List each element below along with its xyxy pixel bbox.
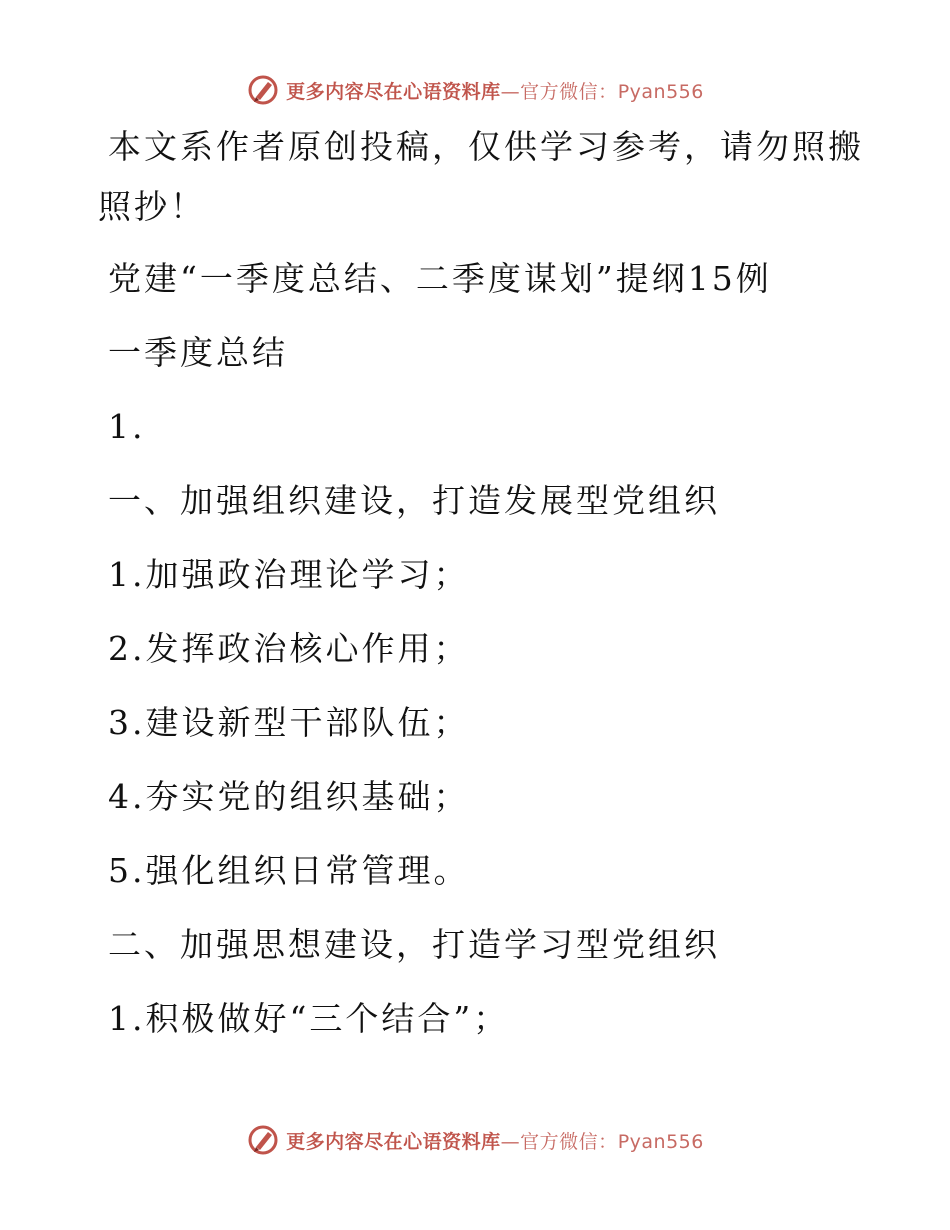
watermark-banner-bottom <box>0 1118 950 1162</box>
pen-logo-icon <box>246 1123 280 1157</box>
watermark-site-text: 更多内容尽在心语资料库 <box>286 1130 501 1153</box>
watermark-text <box>286 77 704 104</box>
doc-list-item: 1.积极做好“三个结合”； <box>108 999 510 1038</box>
pen-logo-icon <box>246 73 280 107</box>
watermark-wechat-label: 官方微信： <box>520 80 618 103</box>
doc-line-1: 本文系作者原创投稿，仅供学习参考，请勿照搬 <box>108 127 864 166</box>
doc-heading-2: 二、加强思想建设，打造学习型党组织 <box>108 925 720 964</box>
doc-title: 党建“一季度总结、二季度谋划”提纲15例 <box>108 259 772 298</box>
doc-line-2: 照抄！ <box>98 187 206 226</box>
watermark-site-text: 更多内容尽在心语资料库 <box>286 80 501 103</box>
doc-item-number: 1. <box>108 407 146 446</box>
doc-list-item: 1.加强政治理论学习； <box>108 555 470 594</box>
doc-list-item: 3.建设新型干部队伍； <box>108 703 470 742</box>
watermark-separator: — <box>500 80 521 103</box>
doc-list-item: 4.夯实党的组织基础； <box>108 777 470 816</box>
doc-list-item: 5.强化组织日常管理。 <box>108 851 470 890</box>
watermark-wechat-label: 官方微信： <box>520 1130 618 1153</box>
watermark-wechat-id: Pyan556 <box>617 1130 704 1153</box>
doc-list-item: 2.发挥政治核心作用； <box>108 629 470 668</box>
watermark-banner-top <box>0 68 950 112</box>
watermark-text <box>286 1127 704 1154</box>
doc-section-heading: 一季度总结 <box>108 333 288 372</box>
watermark-wechat-id: Pyan556 <box>617 80 704 103</box>
doc-heading-1: 一、加强组织建设，打造发展型党组织 <box>108 481 720 520</box>
watermark-separator: — <box>500 1130 521 1153</box>
